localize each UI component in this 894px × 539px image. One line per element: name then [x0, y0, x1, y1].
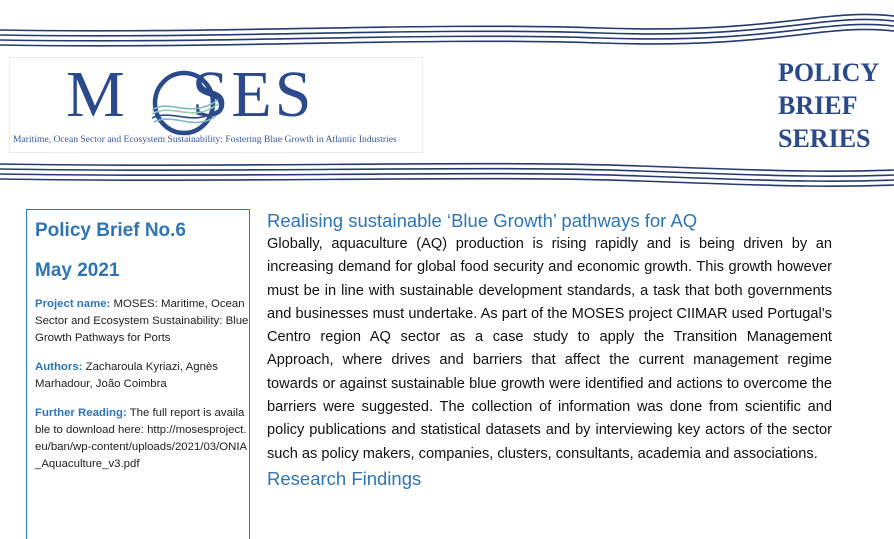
logo-o-wave-icon — [150, 70, 220, 136]
body-paragraph: Globally, aquaculture (AQ) production is rising rapidly and is being driven by an increasing demand for global food security and economic growth. This growth however must be in line with sustainable development standards, a task that both governments and businesses must undertake. As part of the MOSES project CIIMAR used Portugal’s Centro region AQ sector as a case study to apply the Transition Management Approach, where drives and barriers that affect the current management regime towards or against sustainable blue growth were identified and actions to overcome the barriers were suggested. The collection of information was done from scientific and policy publications and statistical datasets and by interviewing key actors of the sector such as policy makers, companies, clusters, consultants, academia and associations. — [267, 236, 832, 462]
further-reading-label: Further Reading: — [35, 407, 127, 419]
project-text: MOSES: Maritime, Ocean Sector and Ecosystem Sustainability: Blue Growth Pathways for Ports — [35, 298, 249, 344]
series-line-policy: POLICY — [778, 58, 880, 87]
logo-wordmark-visual: M SES — [66, 58, 315, 131]
brief-date: May 2021 — [35, 260, 120, 281]
logo-tagline: Maritime, Ocean Sector and Ecosystem Sustainability: Fostering Blue Growth in Atlantic Industries — [13, 134, 397, 145]
project-label: Project name: — [35, 298, 111, 310]
series-line-brief: BRIEF — [778, 91, 858, 120]
project-name — [35, 296, 249, 347]
policy-brief-series-title — [778, 56, 879, 155]
further-reading — [35, 405, 249, 473]
main-content — [267, 209, 832, 491]
brief-number: Policy Brief No.6 — [35, 220, 186, 241]
sidebar-info-box — [26, 209, 250, 539]
section-heading: Realising sustainable ‘Blue Growth’ pathways for AQ — [267, 210, 698, 231]
authors-text: Zacharoula Kyriazi, Agnès Marhadour, João Coimbra — [35, 361, 218, 390]
authors-label: Authors: — [35, 361, 83, 373]
authors — [35, 359, 249, 393]
research-findings-heading: Research Findings — [267, 467, 422, 489]
series-line-series: SERIES — [778, 124, 871, 153]
further-reading-text: The full report is available to download here: http://mosesproject.eu/ban/wp-content/uploads/2021/03/ONIA_Aquaculture_v3.pdf — [35, 407, 248, 470]
moses-logo — [9, 57, 423, 153]
